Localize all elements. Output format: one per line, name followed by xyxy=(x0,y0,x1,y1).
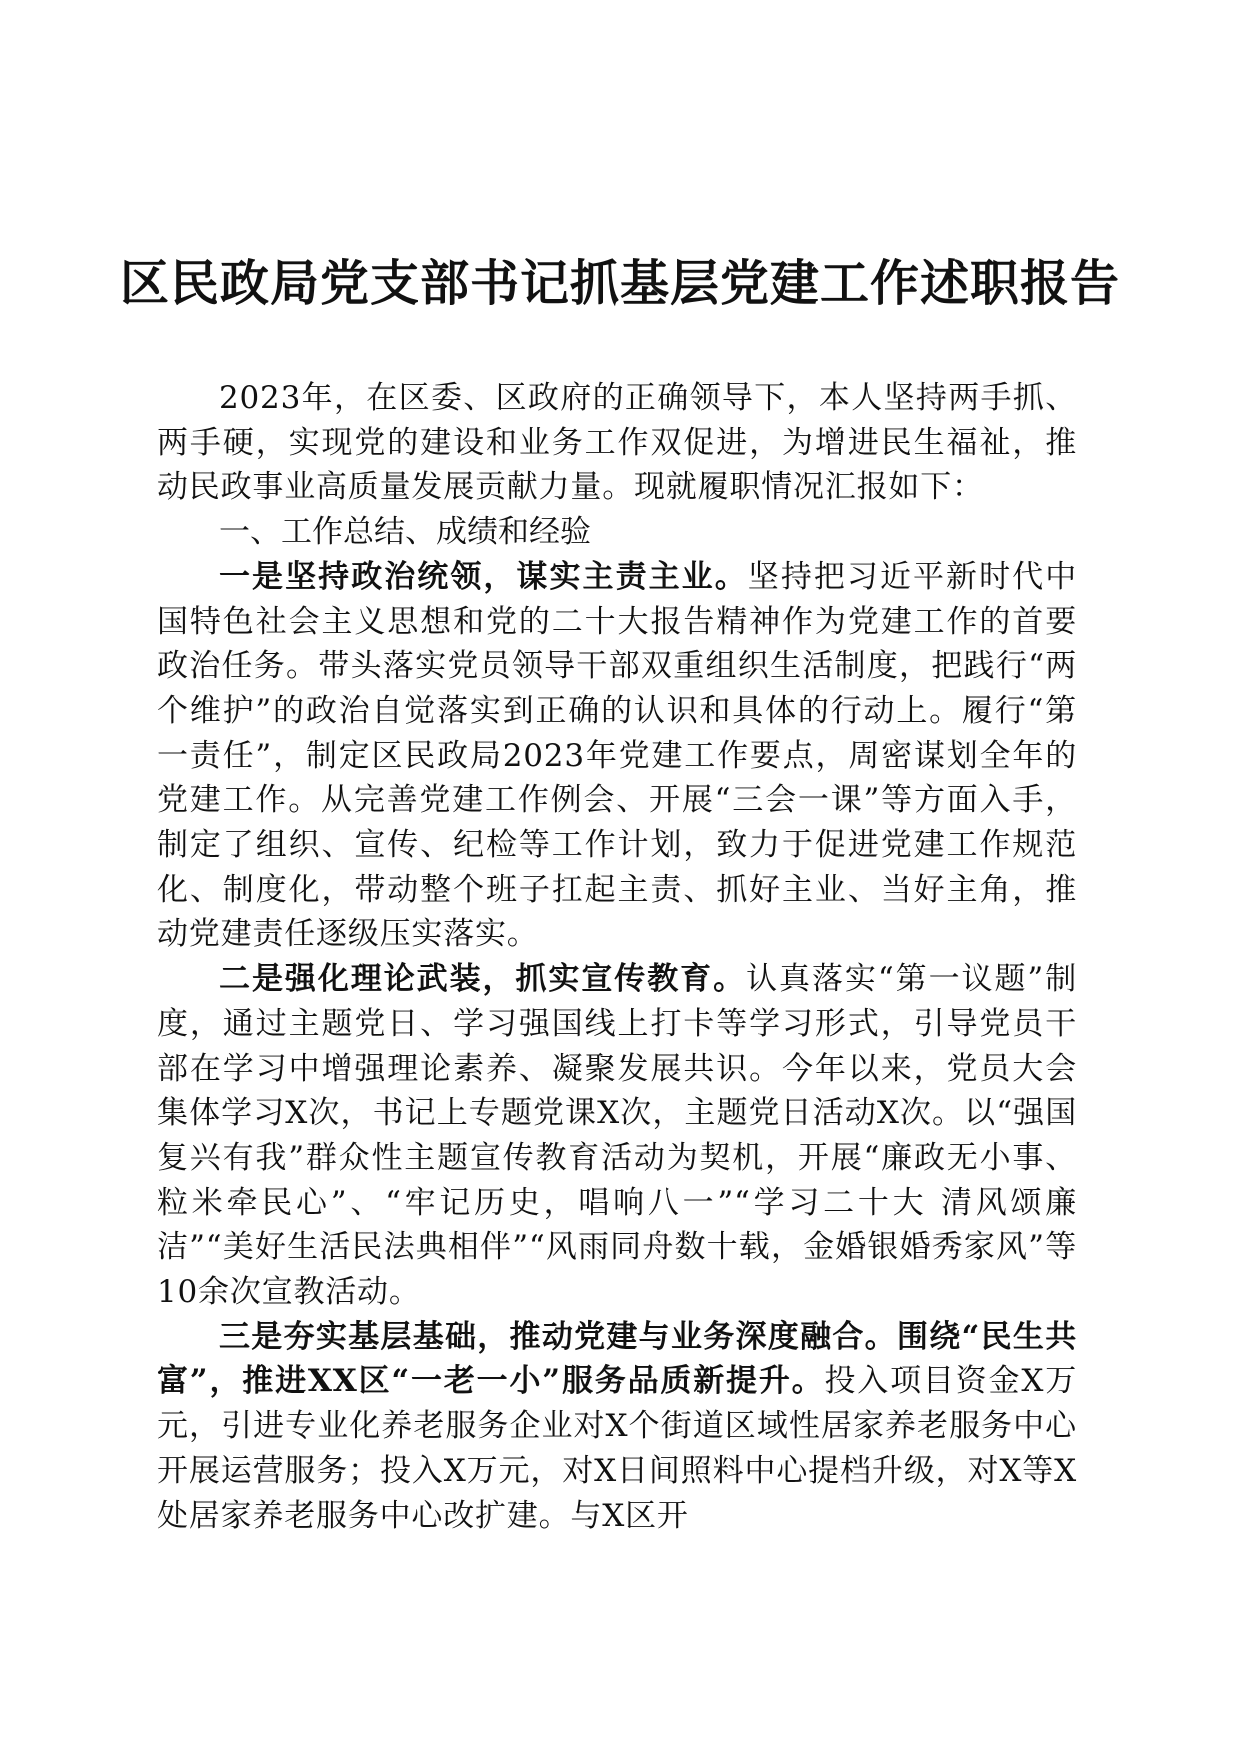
paragraph-2-lead: 二是强化理论武装，抓实宣传教育。 xyxy=(219,961,747,998)
paragraph-3-lead: 三是夯实基层基础，推动党建与业务深度融合。围绕“民生共富”，推进XX区“一老一小”服务品质新提升。 xyxy=(157,1318,1077,1400)
document-title: 区民政局党支部书记抓基层党建工作述职报告 xyxy=(119,254,1120,312)
paragraph-1 xyxy=(157,555,1077,957)
paragraph-2 xyxy=(157,957,1077,1315)
paragraph-3 xyxy=(157,1315,1077,1539)
document-body xyxy=(157,376,1077,1538)
paragraph-1-lead: 一是坚持政治统领，谋实主责主业。 xyxy=(219,558,748,595)
intro-paragraph: 2023年，在区委、区政府的正确领导下，本人坚持两手抓、两手硬，实现党的建设和业务工作双促进，为增进民生福祉，推动民政事业高质量发展贡献力量。现就履职情况汇报如下： xyxy=(157,380,1077,506)
section-heading: 一、工作总结、成绩和经验 xyxy=(219,514,591,551)
paragraph-3-body: 投入项目资金X万元，引进专业化养老服务企业对X个街道区域性居家养老服务中心开展运营服务；投入X万元，对X日间照料中心提档升级，对X等X处居家养老服务中心改扩建。与X区开 xyxy=(157,1363,1078,1534)
paragraph-1-body: 坚持把习近平新时代中国特色社会主义思想和党的二十大报告精神作为党建工作的首要政治任务。带头落实党员领导干部双重组织生活制度，把践行“两个维护”的政治自觉落实到正确的认识和具体的行动上。履行“第一责任”，制定区民政局2023年党建工作要点，周密谋划全年的党建工作。从完善党建工作例会、开展“三会一课”等方面入手，制定了组织、宣传、纪检等工作计划，致力于促进党建工作规范化、制度化，带动整个班子扛起主责、抓好主业、当好主角，推动党建责任逐级压实落实。 xyxy=(157,558,1077,953)
paragraph-2-body: 认真落实“第一议题”制度，通过主题党日、学习强国线上打卡等学习形式，引导党员干部在学习中增强理论素养、凝聚发展共识。今年以来，党员大会集体学习X次，书记上专题党课X次，主题党日活动X次。以“强国复兴有我”群众性主题宣传教育活动为契机，开展“廉政无小事、粒米牵民心”、“牢记历史，唱响八一”“学习二十大 清风颂廉洁”“美好生活民法典相伴”“风雨同舟数十载，金婚银婚秀家风”等10余次宣教活动。 xyxy=(157,961,1077,1311)
